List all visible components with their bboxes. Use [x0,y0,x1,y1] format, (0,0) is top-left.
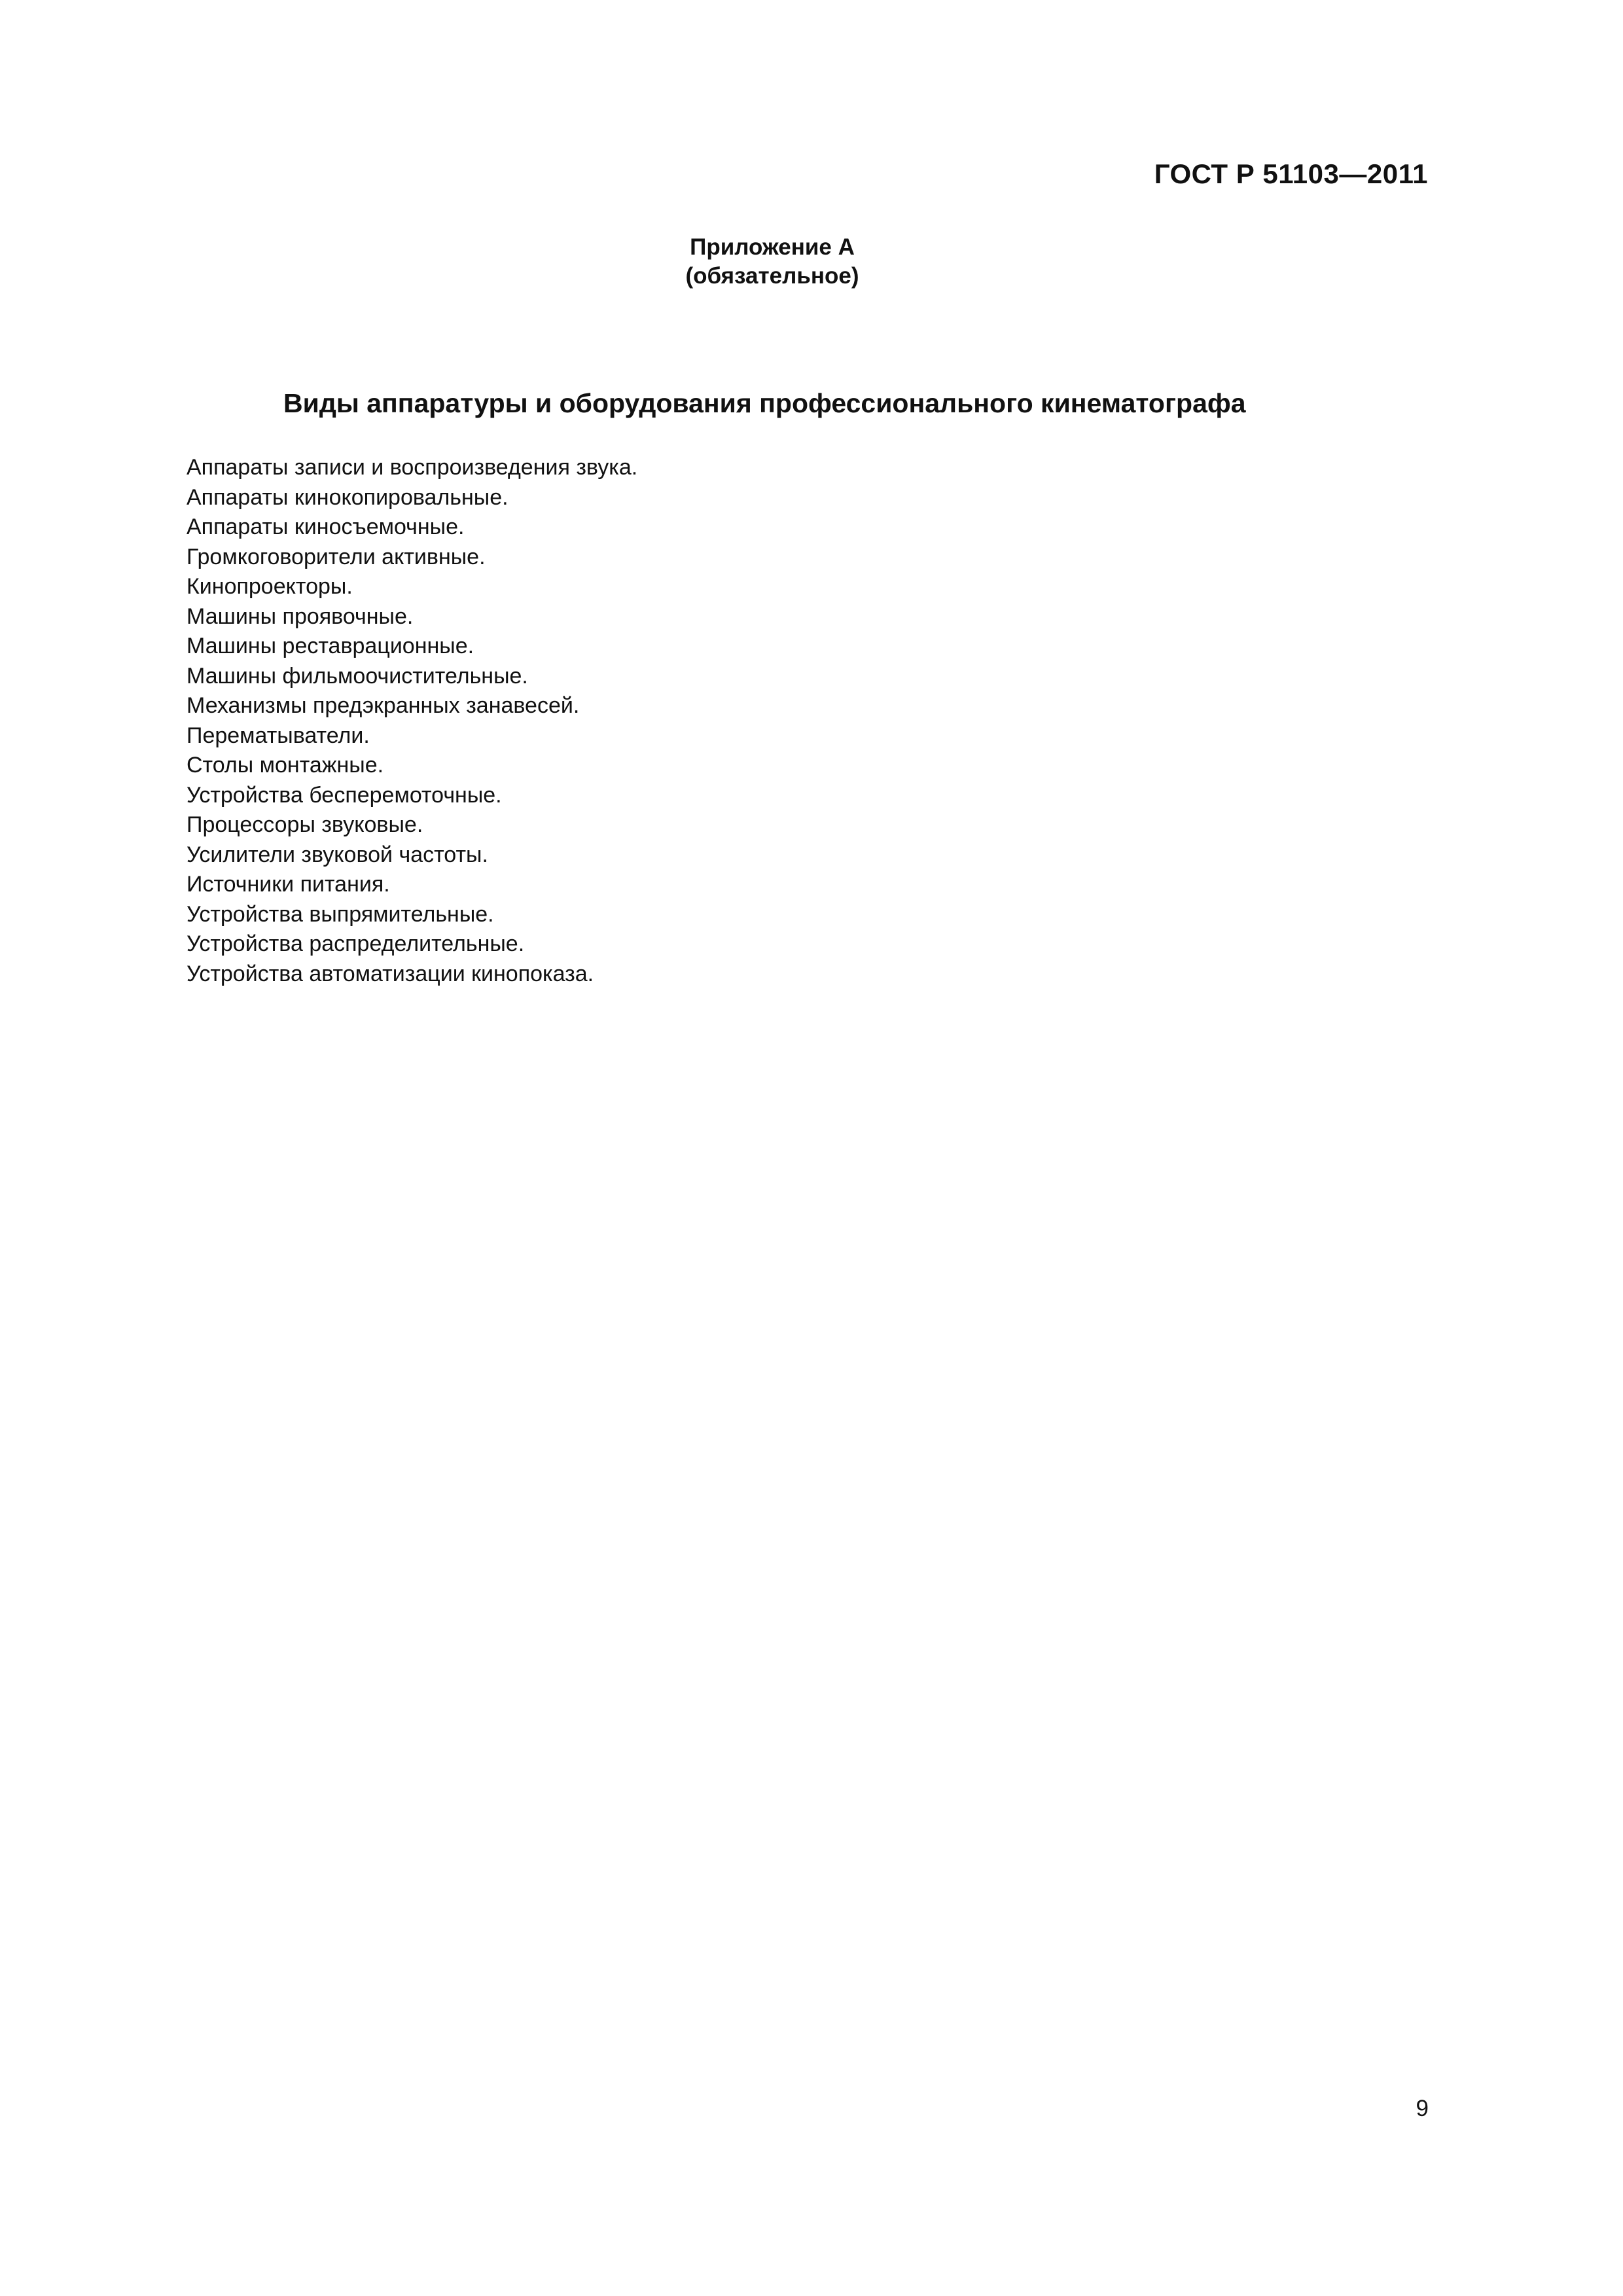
annex-heading [0,233,1544,291]
list-item: Громкоговорители активные. [187,544,486,569]
annex-status: (обязательное) [685,263,859,289]
list-item: Машины реставрационные. [187,634,474,658]
list-item: Машины фильмоочистительные. [187,663,528,689]
list-item: Устройства автоматизации кинопоказа. [187,961,594,986]
list-item: Устройства выпрямительные. [187,901,494,927]
section-title: Виды аппаратуры и оборудования профессионального кинематографа [283,388,1246,418]
annex-title: Приложение А [690,234,855,260]
list-item: Аппараты записи и воспроизведения звука. [187,455,638,480]
list-item: Устройства распределительные. [187,931,525,956]
list-item: Столы монтажные. [187,753,384,778]
list-item: Перематыватели. [187,723,370,748]
list-item: Аппараты киносъемочные. [187,514,465,539]
list-item: Усилители звуковой частоты. [187,842,488,867]
list-item: Машины проявочные. [187,603,414,629]
document-code: ГОСТ Р 51103—2011 [1154,158,1428,189]
list-item: Механизмы предэкранных занавесей. [187,693,580,718]
list-item: Аппараты кинокопировальные. [187,484,508,510]
page-number: 9 [1416,2096,1429,2121]
equipment-list [187,453,637,989]
list-item: Источники питания. [187,872,390,897]
list-item: Процессоры звуковые. [187,812,423,837]
list-item: Устройства бесперемоточные. [187,782,502,808]
list-item: Кинопроекторы. [187,574,353,599]
